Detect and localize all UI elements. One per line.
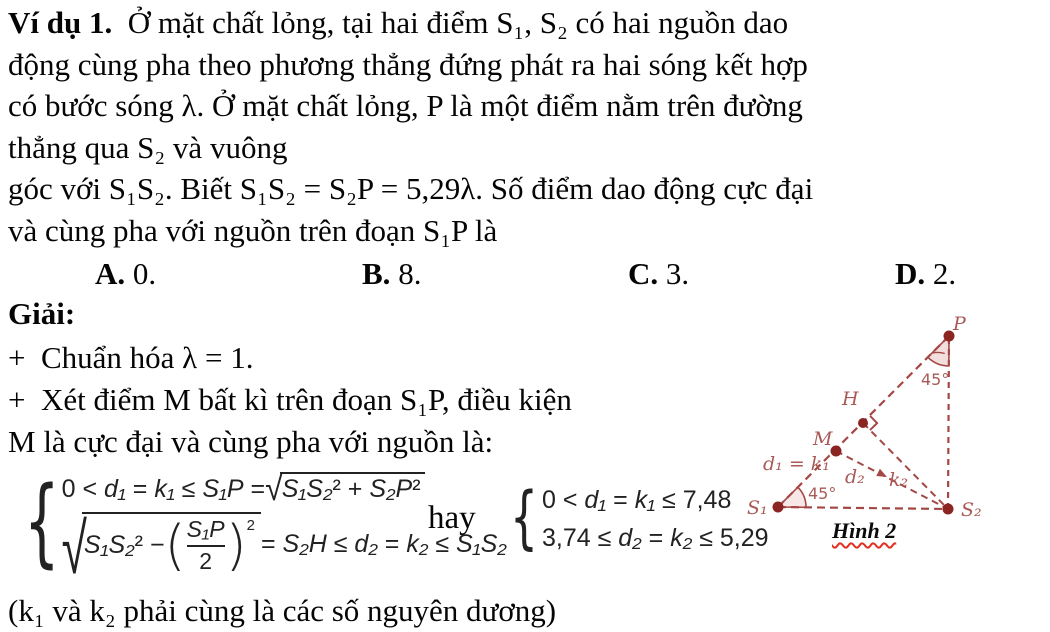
answer-letter: C.	[628, 256, 659, 291]
answer-letter: B.	[362, 256, 391, 291]
radical-sign: √	[265, 468, 283, 508]
connector-word: hay	[428, 500, 476, 536]
problem-line-text: Ở mặt chất lỏng, tại hai điểm S₁, S₂ có hai nguồn dao	[112, 5, 789, 40]
answer-letter: D.	[895, 256, 926, 291]
label-h: H	[842, 388, 859, 410]
equation-system-2	[510, 476, 769, 562]
label-d2: d₂	[845, 466, 865, 488]
exponent: 2	[246, 517, 255, 535]
label-s2: S₂	[961, 499, 982, 521]
radicand	[82, 512, 261, 576]
solution-heading: Giải:	[8, 296, 76, 331]
arrowhead	[876, 469, 887, 477]
answer-value: 3.	[665, 256, 690, 291]
problem-statement	[8, 2, 1048, 251]
right-angle-mark	[870, 416, 877, 430]
label-angle-45-s1: 45°	[808, 484, 837, 503]
problem-line: và cùng pha với nguồn trên đoạn S₁P là	[8, 212, 498, 248]
solution-step-2a: + Xét điểm M bất kì trên đoạn S₁P, điều kiện	[8, 382, 572, 417]
answer-option-c	[628, 256, 689, 292]
equation-text: 0 < d₁ = k₁ ≤ S₁P =	[61, 475, 266, 504]
label-k2: k₂	[889, 469, 909, 491]
solution-step-2b: M là cực đại và cùng pha với nguồn là:	[8, 424, 494, 459]
fraction-numerator: S₁P	[186, 516, 225, 543]
answer-options	[0, 256, 1050, 296]
open-paren: (	[164, 513, 186, 577]
example-number: Ví dụ 1.	[8, 5, 113, 40]
answer-letter: A.	[95, 256, 126, 291]
answer-value: 8.	[398, 256, 422, 291]
sqrt-radical	[265, 468, 424, 508]
radicand: S₁S₂² + S₂P²	[280, 472, 425, 504]
equation-text: = S₂H ≤ d₂ = k₂ ≤ S₁S₂	[260, 529, 507, 558]
fraction	[187, 517, 225, 574]
point-s1	[773, 502, 784, 513]
fraction-bar	[187, 545, 225, 547]
fraction-denominator: 2	[199, 547, 212, 574]
equation-text: S₁S₂² −	[83, 531, 165, 559]
answer-option-d	[895, 256, 956, 292]
label-d1-k1: d₁ = k₁	[763, 453, 830, 475]
point-s2	[943, 504, 954, 515]
problem-line	[8, 2, 1048, 44]
equation-k2-range: 3,74 ≤ d₂ = k₂ ≤ 5,29	[542, 523, 769, 552]
solution-step-1: + Chuẩn hóa λ = 1.	[8, 340, 254, 375]
label-s1: S₁	[747, 497, 768, 519]
figure-caption: Hình 2	[832, 518, 897, 543]
problem-line: có bước sóng λ. Ở mặt chất lỏng, P là một điểm nằm trên đường	[8, 88, 803, 123]
answer-value: 0.	[132, 256, 157, 291]
point-h	[858, 418, 868, 428]
left-brace: {	[510, 478, 538, 558]
sqrt-radical	[61, 507, 261, 589]
problem-line: động cùng pha theo phương thẳng đứng phát ra hai sóng kết hợp	[8, 46, 808, 82]
label-m: M	[813, 428, 833, 450]
problem-line: thẳng qua S₂ và vuông	[8, 129, 288, 165]
figure-diagram	[735, 298, 1035, 536]
close-paren: )	[225, 513, 247, 577]
answer-option-a	[95, 256, 156, 292]
radical-sign: √	[61, 507, 87, 589]
label-p: P	[953, 313, 966, 335]
label-angle-45-p: 45°	[921, 370, 950, 389]
answer-value: 2.	[932, 256, 957, 291]
answer-option-b	[362, 256, 421, 292]
segment-h-s2	[863, 423, 948, 509]
side-s2-p	[948, 336, 949, 509]
problem-line: góc với S₁S₂. Biết S₁S₂ = S₂P = 5,29λ. Số điểm dao động cực đại	[8, 171, 814, 206]
solution-note: (k₁ và k₂ phải cùng là các số nguyên dương)	[8, 593, 557, 628]
equation-k1-range: 0 < d₁ = k₁ ≤ 7,48	[542, 485, 732, 514]
left-brace: {	[24, 467, 60, 580]
